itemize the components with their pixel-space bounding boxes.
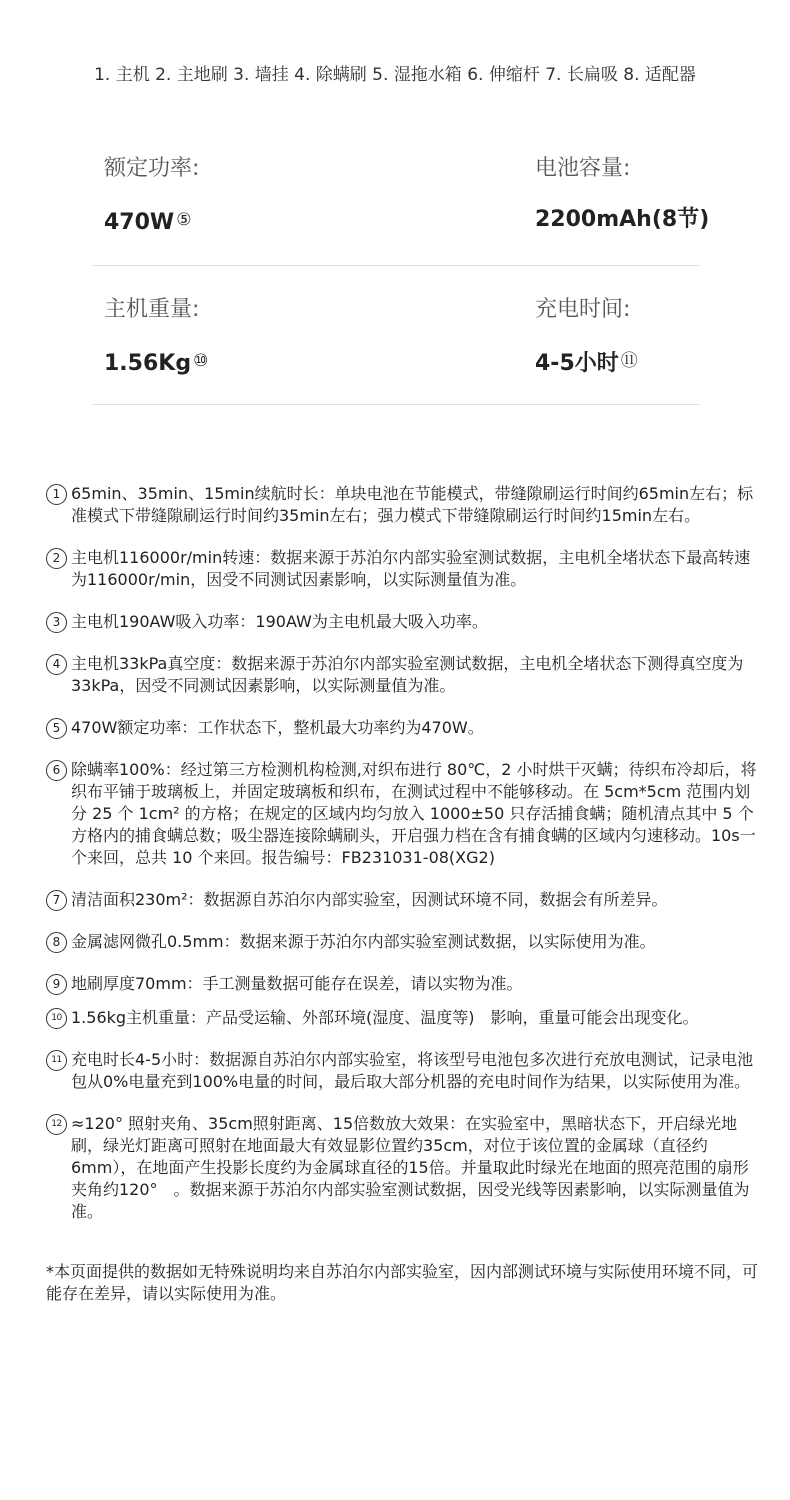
spec-label: 充电时间: [535,297,631,322]
spec-label: 主机重量: [104,297,200,322]
footnote-text: 470W额定功率：工作状态下，整机最大功率约为470W。 [71,718,484,737]
spec-weight [104,294,404,378]
divider [92,265,700,266]
footnote-item [46,1113,758,1223]
spec-value [535,203,790,237]
spec-value [104,344,404,378]
footnote-number: 12 [46,1114,67,1135]
footnote-item [46,1049,758,1093]
spec-charge-time [535,294,790,378]
footnote-item [46,717,758,739]
spec-value-text: 1.56Kg [104,351,192,376]
footnote-number: 2 [46,548,67,569]
spec-label: 额定功率: [104,156,200,181]
footnote-text: 除螨率100%：经过第三方检测机构检测,对织布进行 80℃，2 小时烘干灭螨；待织布冷却后，将织布平铺于玻璃板上，并固定玻璃板和织布，在测试过程中不能够移动。在 5cm*5cm 范围内划分 25 个 1cm² 的方格；在规定的区域内均匀放入 1000±50 只存活捕食螨；随机清点其中 5 个方格内的捕食螨总数；吸尘器连接除螨刷头，开启强力档在含有捕食螨的区域内匀速移动。10s一个来回，总共 10 个来回。报告编号：FB231031-08(XG2) [71,760,757,867]
spec-rated-power [104,153,404,237]
spec-value [535,344,790,378]
footnote-item [46,1007,758,1029]
footnote-text: 充电时长4-5小时：数据源自苏泊尔内部实验室，将该型号电池包多次进行充放电测试，记录电池包从0%电量充到100%电量的时间，最后取大部分机器的充电时间作为结果，以实际使用为准。 [71,1050,754,1091]
footnote-item [46,611,758,633]
footnote-item [46,483,758,527]
footnote-text: 65min、35min、15min续航时长：单块电池在节能模式，带缝隙刷运行时间约65min左右；标准模式下带缝隙刷运行时间约35min左右；强力模式下带缝隙刷运行时间约15min左右。 [71,484,754,525]
footnote-number: 11 [46,1050,67,1071]
footnote-text: 清洁面积230m²：数据源自苏泊尔内部实验室，因测试环境不同，数据会有所差异。 [71,890,668,909]
disclaimer-footer: *本页面提供的数据如无特殊说明均来自苏泊尔内部实验室，因内部测试环境与实际使用环境不同，可能存在差异，请以实际使用为准。 [46,1262,759,1303]
footnote-number: 7 [46,890,67,911]
footnote-number: 8 [46,932,67,953]
footnote-item [46,653,758,697]
footnote-text: 主电机116000r/min转速：数据来源于苏泊尔内部实验室测试数据，主电机全堵状态下最高转速为116000r/min，因受不同测试因素影响，以实际测量值为准。 [71,548,751,589]
footnote-text: 主电机190AW吸入功率：190AW为主电机最大吸入功率。 [71,612,488,631]
spec-value [104,203,404,237]
footnote-number: 6 [46,760,67,781]
spec-battery-capacity [535,153,790,237]
footnote-mark: ⑪ [620,351,638,371]
package-contents-line: 1. 主机 2. 主地刷 3. 墙挂 4. 除螨刷 5. 湿拖水箱 6. 伸缩杆 7. 长扁吸 8. 适配器 [94,65,696,85]
footnote-number: 9 [46,974,67,995]
footnote-text: 主电机33kPa真空度：数据来源于苏泊尔内部实验室测试数据，主电机全堵状态下测得真空度为33kPa，因受不同测试因素影响，以实际测量值为准。 [71,654,744,695]
footnote-text: 地刷厚度70mm：手工测量数据可能存在误差，请以实物为准。 [71,974,523,993]
spec-value-text: 4-5小时 [535,351,619,376]
footnote-number: 3 [46,612,67,633]
spec-value-text: 2200mAh(8节) [535,207,710,232]
footnote-mark: ⑩ [193,351,209,371]
footnote-item [46,759,758,869]
footnotes-list [46,483,758,1305]
footnote-number: 1 [46,484,67,505]
divider [92,404,700,405]
footnote-text: 金属滤网微孔0.5mm：数据来源于苏泊尔内部实验室测试数据，以实际使用为准。 [71,932,656,951]
spec-label: 电池容量: [535,156,631,181]
footnote-number: 4 [46,654,67,675]
footnote-mark: ⑤ [176,210,192,230]
spec-value-text: 470W [104,210,175,235]
footnote-text: 1.56kg主机重量：产品受运输、外部环境(湿度、温度等) 影响，重量可能会出现变化。 [71,1008,699,1027]
footnote-number: 10 [46,1008,67,1029]
footnote-text: ≈120° 照射夹角、35cm照射距离、15倍数放大效果：在实验室中，黑暗状态下，开启绿光地刷，绿光灯距离可照射在地面最大有效显影位置约35cm，对位于该位置的金属球（直径约6mm），在地面产生投影长度约为金属球直径的15倍。并量取此时绿光在地面的照亮范围的扇形夹角约120° 。数据来源于苏泊尔内部实验室测试数据，因受光线等因素影响，以实际测量值为准。 [71,1114,750,1221]
footnote-item [46,931,758,953]
footnote-number: 5 [46,718,67,739]
footnote-item [46,547,758,591]
footnote-item [46,973,758,995]
footnote-item [46,889,758,911]
